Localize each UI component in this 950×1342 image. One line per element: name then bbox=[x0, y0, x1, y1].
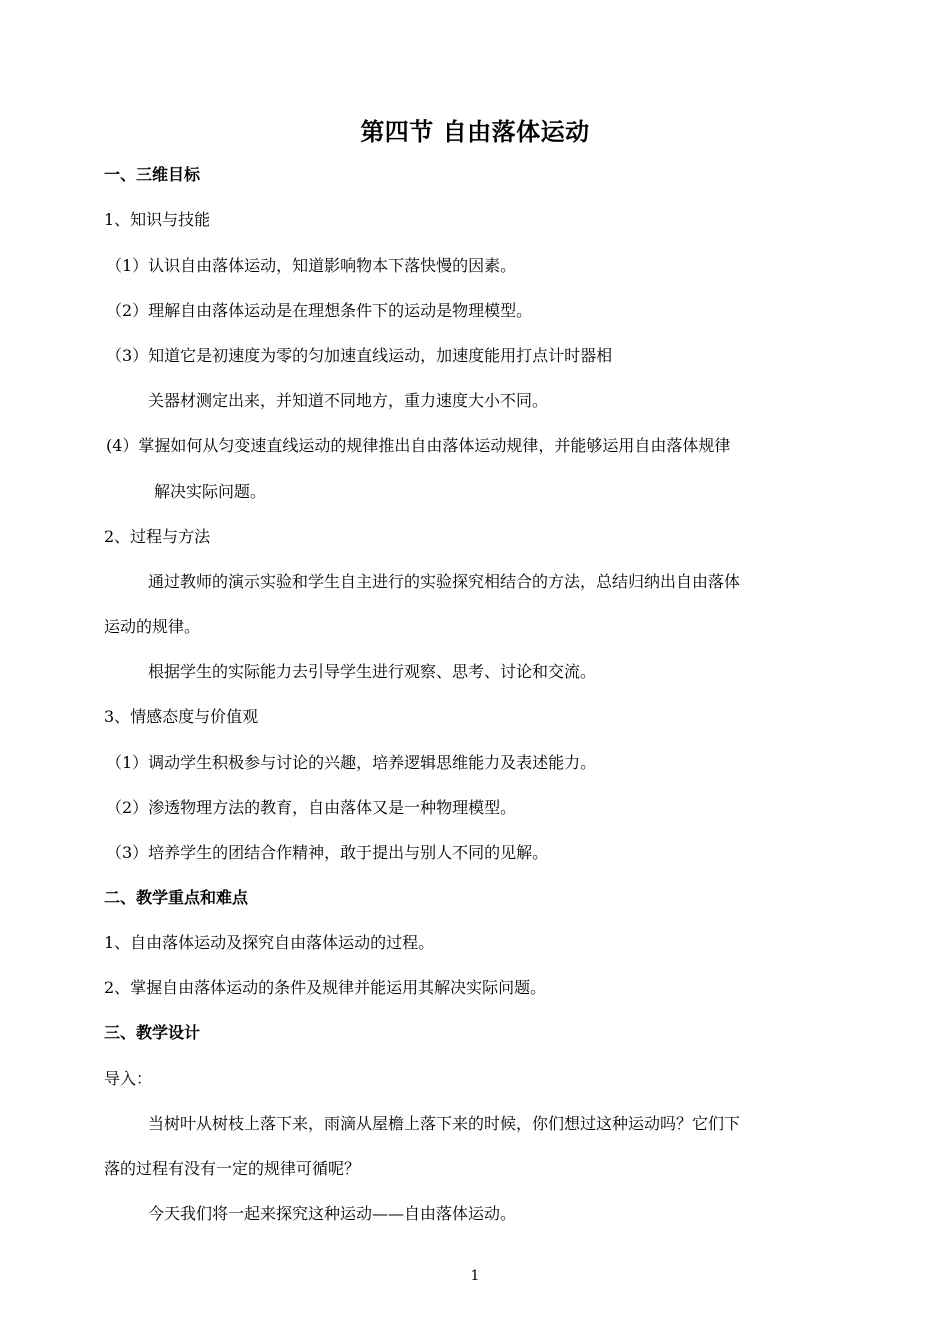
emotion-item-2: （2）渗透物理方法的教育，自由落体又是一种物理模型。 bbox=[106, 798, 517, 817]
knowledge-item-3-line-1: （3）知道它是初速度为零的匀加速直线运动，加速度能用打点计时器相 bbox=[106, 346, 613, 365]
knowledge-item-1: （1）认识自由落体运动，知道影响物本下落快慢的因素。 bbox=[106, 256, 517, 275]
knowledge-item-4-line-1: (4）掌握如何从匀变速直线运动的规律推出自由落体运动规律，并能够运用自由落体规律 bbox=[106, 436, 731, 455]
document-title: 第四节 自由落体运动 bbox=[360, 118, 590, 146]
page-number: 1 bbox=[470, 1268, 480, 1284]
section-heading-goals: 一、三维目标 bbox=[104, 165, 201, 184]
subsection-heading-emotion: 3、情感态度与价值观 bbox=[104, 707, 259, 726]
key-point-item-2: 2、掌握自由落体运动的条件及规律并能运用其解决实际问题。 bbox=[104, 978, 547, 997]
intro-paragraph-1-line-2: 落的过程有没有一定的规律可循呢？ bbox=[104, 1159, 361, 1178]
process-paragraph-2: 根据学生的实际能力去引导学生进行观察、思考、讨论和交流。 bbox=[148, 662, 597, 681]
process-paragraph-1-line-2: 运动的规律。 bbox=[104, 617, 201, 636]
section-heading-design: 三、教学设计 bbox=[104, 1023, 201, 1042]
subsection-heading-knowledge: 1、知识与技能 bbox=[104, 210, 211, 229]
emotion-item-1: （1）调动学生积极参与讨论的兴趣，培养逻辑思维能力及表述能力。 bbox=[106, 753, 597, 772]
key-point-item-1: 1、自由落体运动及探究自由落体运动的过程。 bbox=[104, 933, 435, 952]
process-paragraph-1-line-1: 通过教师的演示实验和学生自主进行的实验探究相结合的方法，总结归纳出自由落体 bbox=[148, 572, 741, 591]
emotion-item-3: （3）培养学生的团结合作精神，敢于提出与别人不同的见解。 bbox=[106, 843, 549, 862]
intro-paragraph-2: 今天我们将一起来探究这种运动——自由落体运动。 bbox=[148, 1204, 517, 1223]
section-heading-key-points: 二、教学重点和难点 bbox=[104, 888, 249, 907]
knowledge-item-2: （2）理解自由落体运动是在理想条件下的运动是物理模型。 bbox=[106, 301, 533, 320]
intro-label: 导入： bbox=[104, 1069, 153, 1088]
subsection-heading-process: 2、过程与方法 bbox=[104, 527, 211, 546]
intro-paragraph-1-line-1: 当树叶从树枝上落下来，雨滴从屋檐上落下来的时候，你们想过这种运动吗？它们下 bbox=[148, 1114, 741, 1133]
knowledge-item-4-line-2: 解决实际问题。 bbox=[154, 482, 267, 501]
knowledge-item-3-line-2: 关器材测定出来，并知道不同地方，重力速度大小不同。 bbox=[148, 391, 549, 410]
